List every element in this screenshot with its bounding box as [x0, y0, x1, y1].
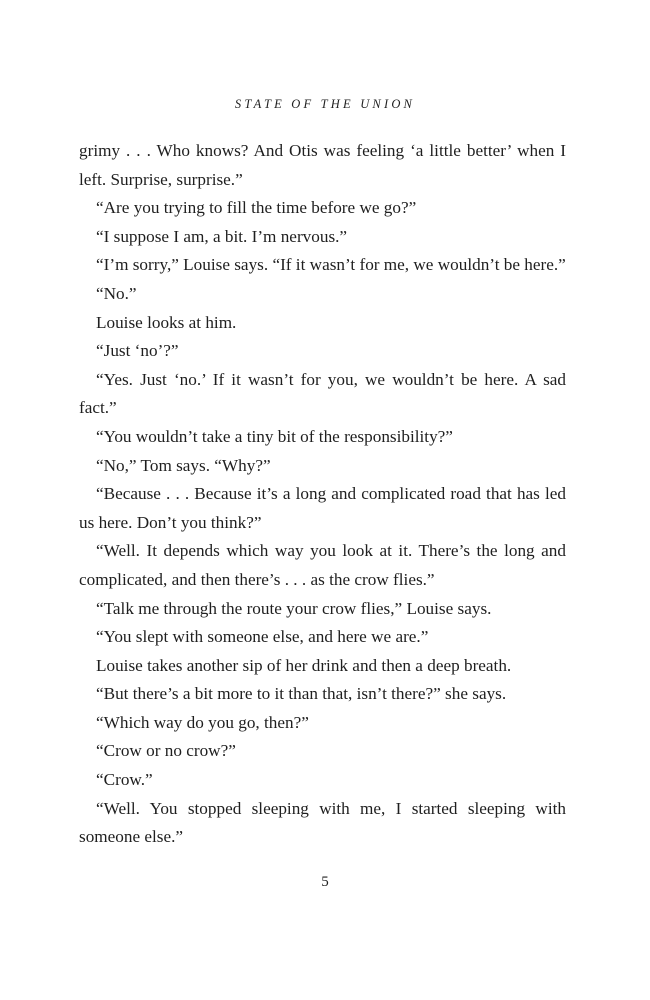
paragraph: “Just ‘no’?” — [96, 341, 179, 361]
paragraph: “No,” Tom says. “Why?” — [96, 455, 271, 475]
paragraph: “You slept with someone else, and here we are.” — [96, 627, 429, 647]
running-head: STATE OF THE UNION — [234, 97, 416, 111]
paragraph: “I’m sorry,” Louise says. “If it wasn’t for me, we wouldn’t be here.” — [96, 255, 566, 275]
paragraph: “Talk me through the route your crow flies,” Louise says. — [96, 598, 492, 618]
paragraph: Louise takes another sip of her drink and then a deep breath. — [96, 655, 512, 675]
paragraph: “But there’s a bit more to it than that, isn’t there?” she says. — [96, 684, 507, 704]
body-text — [79, 137, 566, 852]
paragraph: “No.” — [96, 283, 137, 303]
paragraph: Louise looks at him. — [96, 312, 237, 332]
paragraph: “Are you trying to fill the time before we go?” — [96, 198, 417, 218]
paragraph: “Which way do you go, then?” — [96, 712, 309, 732]
paragraph: “Crow or no crow?” — [96, 741, 236, 761]
paragraph: “Because . . . Because it’s a long and complicated road that has led us here. Don’t you think?” — [79, 484, 566, 532]
paragraph: “Well. You stopped sleeping with me, I started sleeping with someone else.” — [79, 798, 566, 847]
paragraph: “You wouldn’t take a tiny bit of the responsibility?” — [96, 426, 453, 446]
paragraph: “Yes. Just ‘no.’ If it wasn’t for you, we wouldn’t be here. A sad fact.” — [79, 369, 566, 418]
paragraph: grimy . . . Who knows? And Otis was feeling ‘a little better’ when I left. Surprise, surprise.” — [79, 141, 566, 189]
page-number: 5 — [321, 874, 329, 890]
paragraph: “Crow.” — [96, 770, 153, 790]
paragraph: “Well. It depends which way you look at it. There’s the long and complicated, and then there’s . . . as the crow flies.” — [79, 541, 566, 589]
paragraph: “I suppose I am, a bit. I’m nervous.” — [96, 226, 348, 246]
